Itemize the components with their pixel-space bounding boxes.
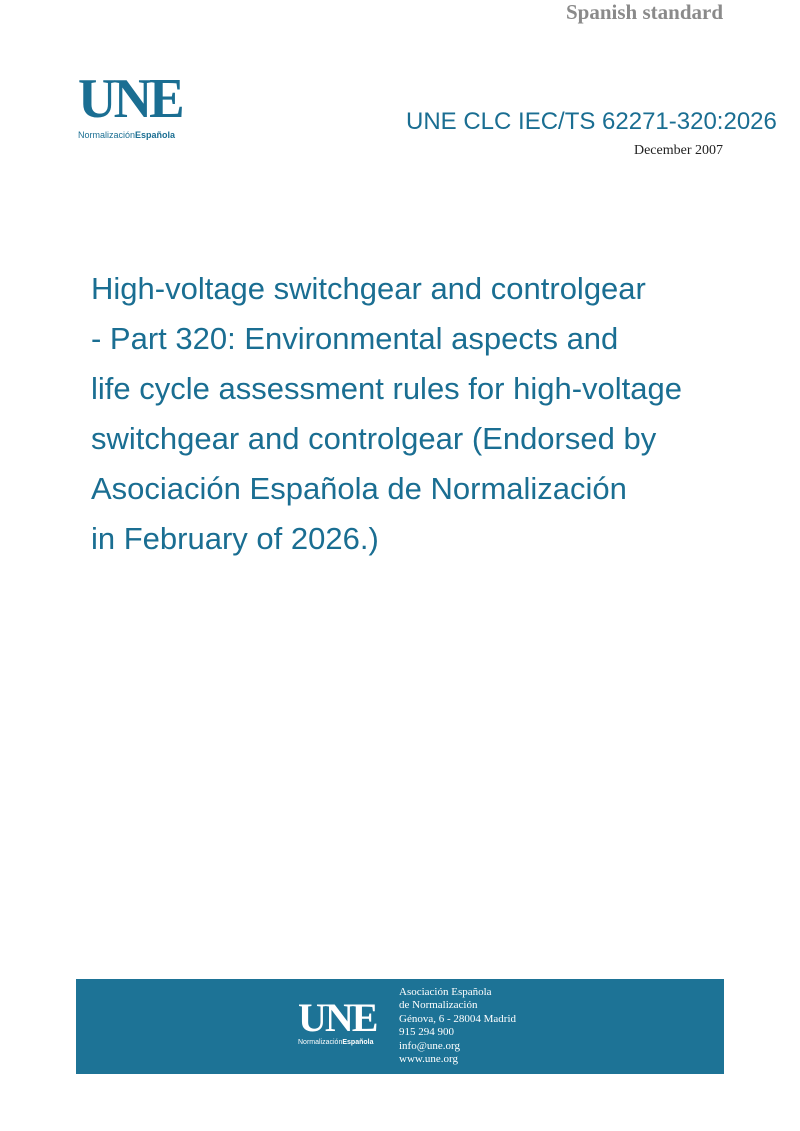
footer-logo-subtitle-bold: Española	[342, 1039, 374, 1046]
title-line: in February of 2026.)	[91, 521, 379, 556]
footer-phone: 915 294 900	[399, 1026, 454, 1039]
logo-subtitle-bold: Española	[135, 130, 176, 140]
standard-kind: Spanish standard	[566, 0, 723, 24]
footer-website[interactable]: www.une.org	[399, 1053, 458, 1066]
standard-date: December 2007	[633, 143, 723, 158]
footer-logo-wordmark: UNE	[298, 995, 377, 1040]
logo-subtitle	[78, 130, 198, 140]
footer-email[interactable]: info@une.org	[399, 1039, 460, 1052]
footer-address: Génova, 6 - 28004 Madrid	[399, 1012, 517, 1025]
footer-banner	[76, 979, 724, 1074]
footer-org-line: Asociación Española	[399, 986, 492, 998]
title-line: life cycle assessment rules for high-voltage	[91, 371, 682, 406]
footer-contact	[399, 986, 516, 1066]
footer-logo	[298, 995, 377, 1046]
footer-org-line: de Normalización	[399, 999, 478, 1012]
footer-logo-subtitle	[298, 1039, 376, 1046]
footer-logo-subtitle-light: Normalización	[298, 1039, 343, 1046]
standard-code: UNE CLC IEC/TS 62271-320:2026	[406, 108, 777, 135]
document-title	[91, 264, 751, 564]
une-logo	[78, 68, 198, 140]
logo-wordmark: UNE	[78, 68, 182, 130]
logo-subtitle-light: Normalización	[78, 130, 136, 140]
title-line: switchgear and controlgear (Endorsed by	[91, 421, 657, 456]
title-line: Asociación Española de Normalización	[91, 471, 627, 506]
title-line: High-voltage switchgear and controlgear	[91, 271, 646, 306]
title-line: - Part 320: Environmental aspects and	[91, 321, 619, 356]
